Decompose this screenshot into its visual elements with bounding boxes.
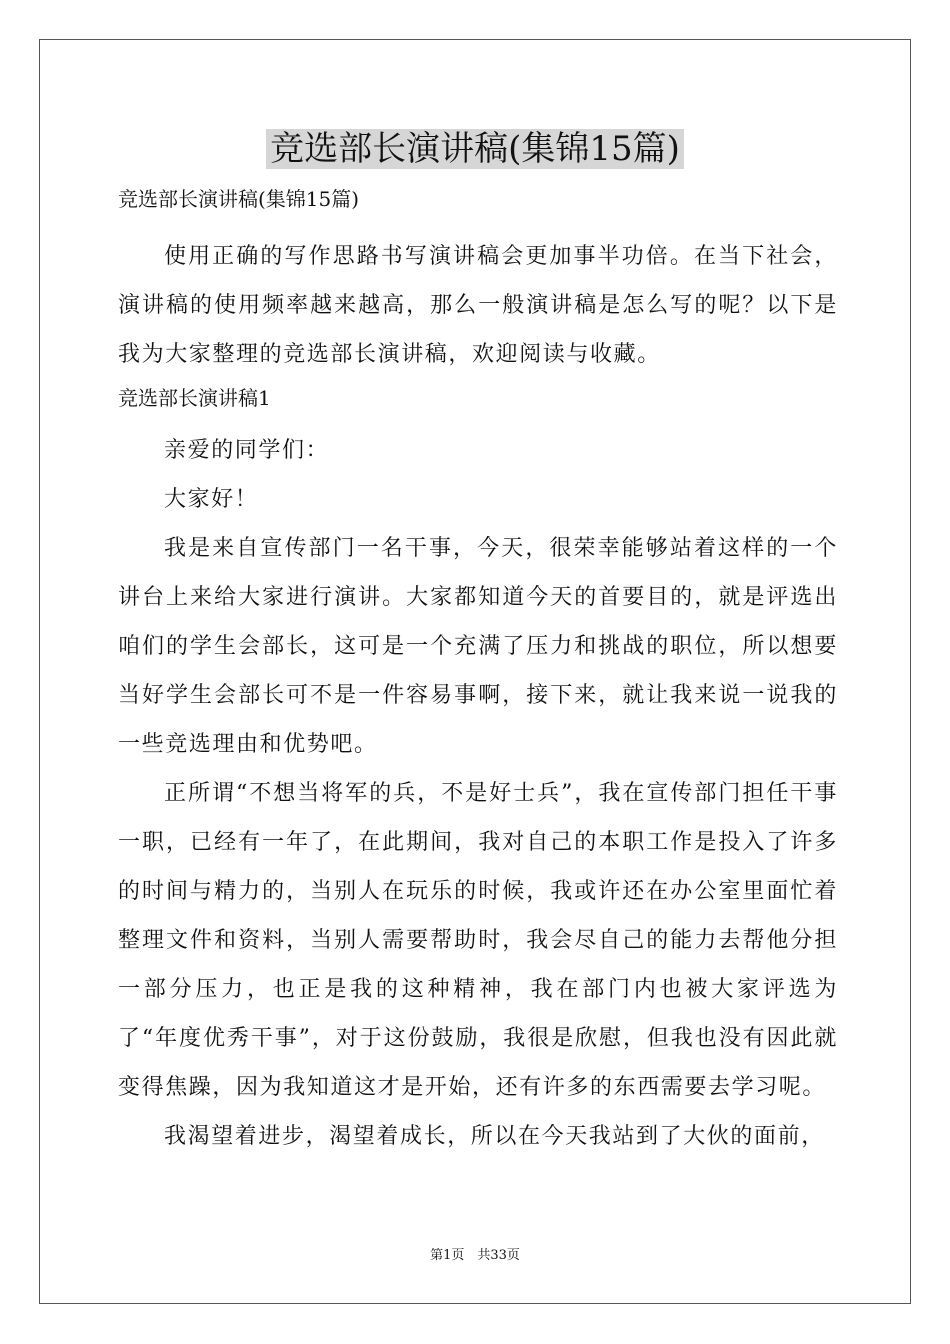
document-subtitle: 竞选部长演讲稿(集锦15篇) [118,187,360,211]
salutation-paragraph: 大家好！ [164,487,259,512]
document-title-text: 竞选部长演讲稿(集锦15篇) [266,129,684,169]
body-paragraph: 我渴望着进步，渴望着成长，所以在今天我站到了大伙的面前， [164,1124,825,1149]
page-number-footer: 第1页 共33页 [430,1248,520,1263]
greeting-paragraph: 亲爱的同学们： [164,438,330,463]
body-paragraph: 正所谓“不想当将军的兵，不是好士兵”，我在宣传部门担任干事一职，已经有一年了，在此期间，我对自己的本职工作是投入了许多的时间与精力的，当别人在玩乐的时候，我或许还在办公室里面忙着整理文件和资料，当别人需要帮助时，我会尽自己的能力去帮他分担一部分压力，也正是我的这种精神，我在部门内也被大家评选为了“年度优秀干事”，对于这份鼓励，我很是欣慰，但我也没有因此就变得焦躁，因为我知道这才是开始，还有许多的东西需要去学习呢。 [118,781,838,1100]
document-title [0,124,950,174]
intro-paragraph: 使用正确的写作思路书写演讲稿会更加事半功倍。在当下社会，演讲稿的使用频率越来越高，那么一般演讲稿是怎么写的呢？以下是我为大家整理的竞选部长演讲稿，欢迎阅读与收藏。 [118,244,838,367]
section-heading: 竞选部长演讲稿1 [118,386,271,410]
body-paragraph: 我是来自宣传部门一名干事，今天，很荣幸能够站着这样的一个讲台上来给大家进行演讲。大家都知道今天的首要目的，就是评选出咱们的学生会部长，这可是一个充满了压力和挑战的职位，所以想要当好学生会部长可不是一件容易事啊，接下来，就让我来说一说我的一些竞选理由和优势吧。 [118,536,838,757]
